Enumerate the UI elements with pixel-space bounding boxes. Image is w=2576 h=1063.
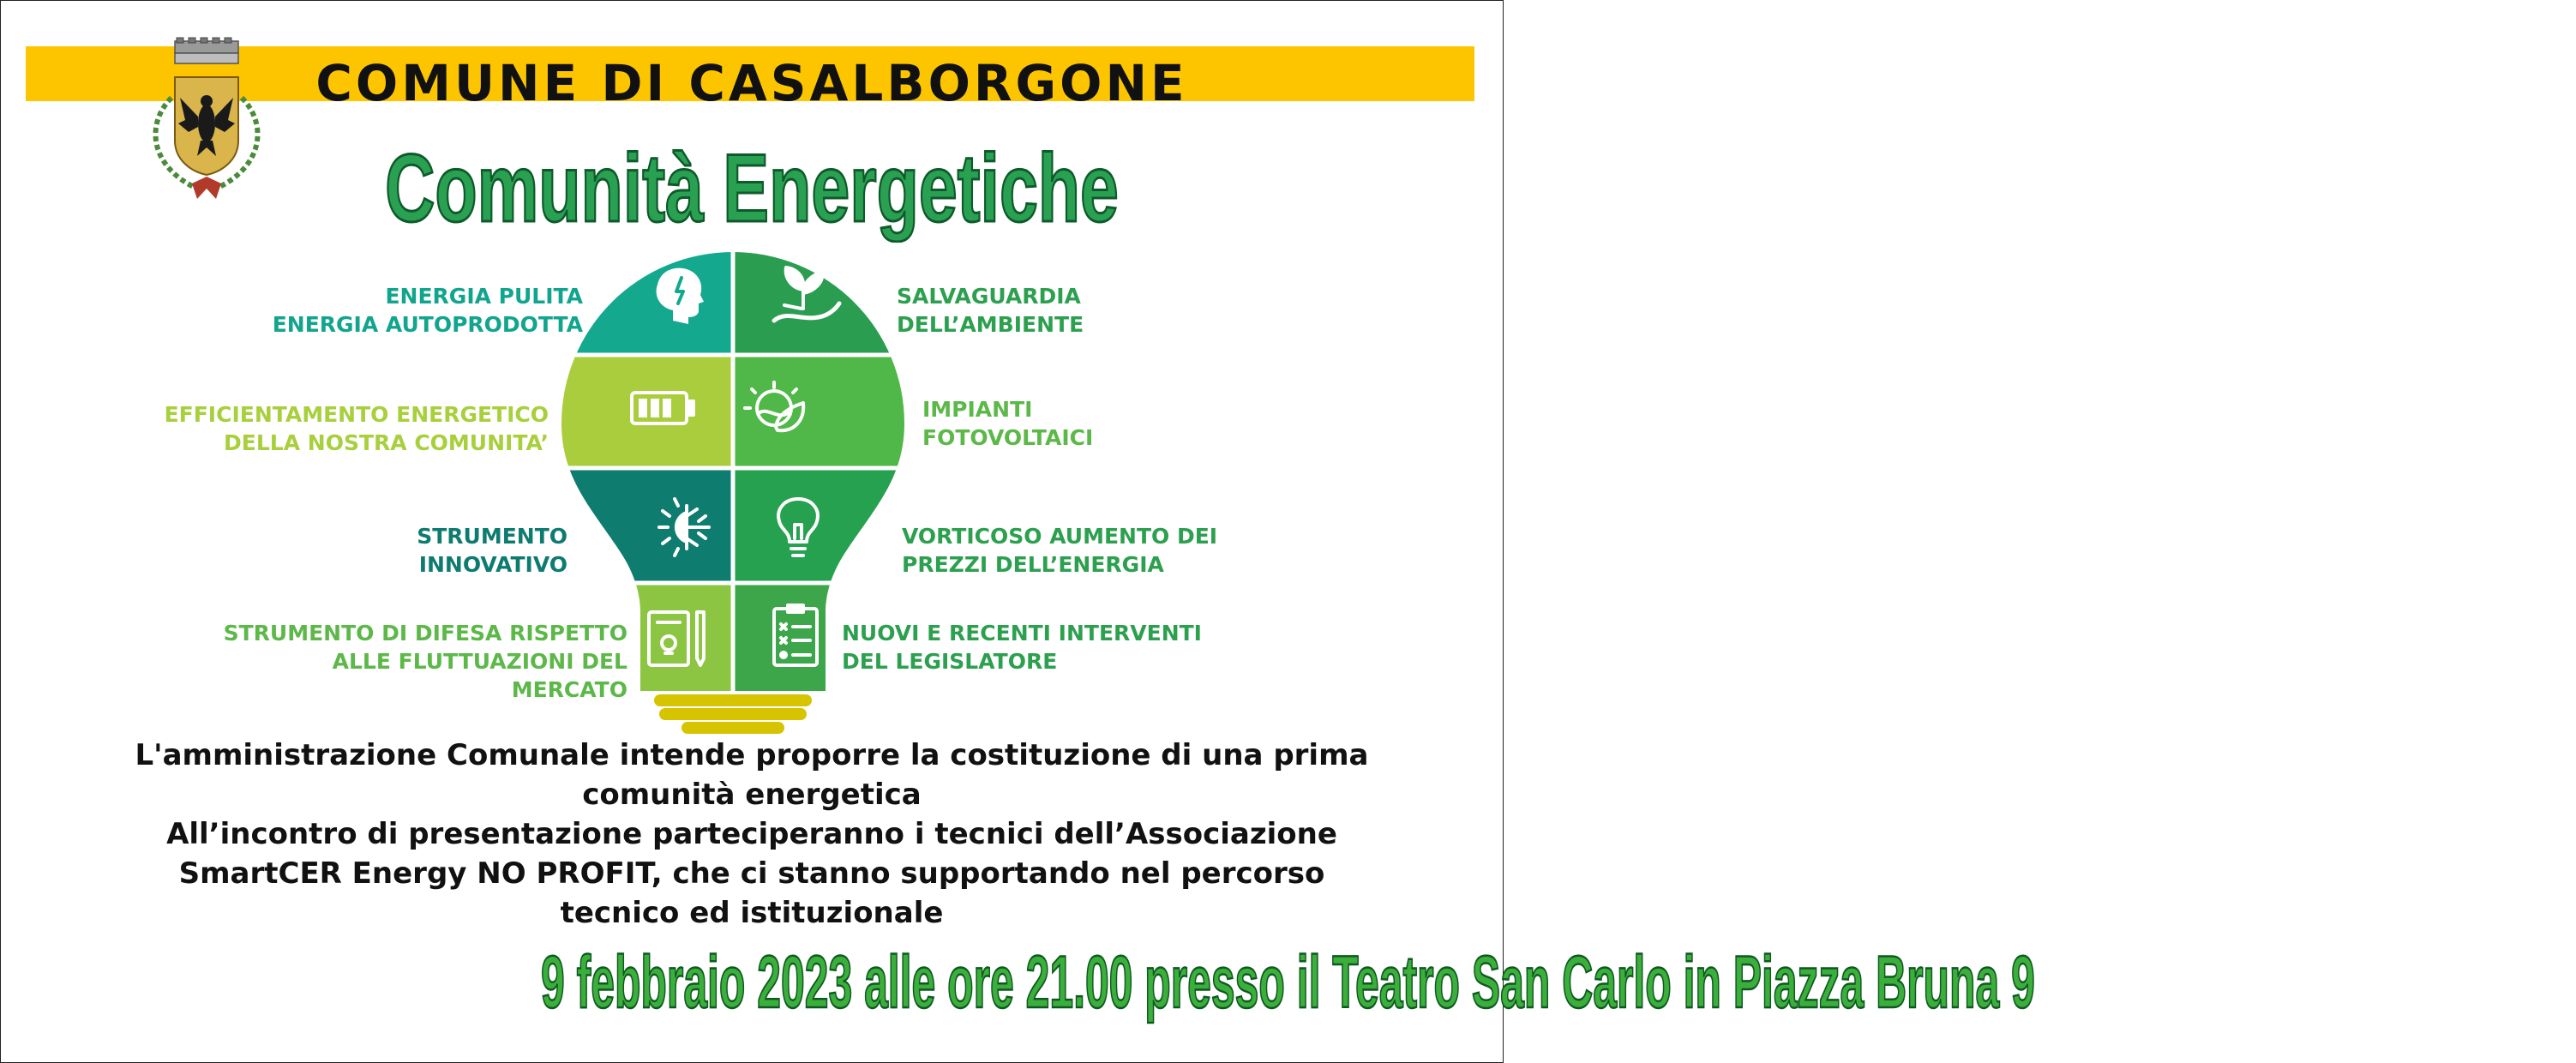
- label-impianti: IMPIANTI FOTOVOLTAICI: [922, 397, 1094, 450]
- label-difesa: STRUMENTO DI DIFESA RISPETTO ALLE FLUTTUAZIONI DEL MERCATO: [223, 621, 627, 702]
- bulb-base: [654, 694, 812, 706]
- label-salvaguardia: SALVAGUARDIA DELL’AMBIENTE: [897, 284, 1084, 337]
- main-title: Comunità Energetiche: [385, 135, 1119, 242]
- label-nuovi-interventi: NUOVI E RECENTI INTERVENTI DEL LEGISLATORE: [842, 621, 1202, 674]
- body-paragraph: L'amministrazione Comunale intende proporre la costituzione di una prima comunità energetica All’incontro di presentazione parteciperanno i tecnici dell’Associazione SmartCER Energy NO PROFIT, che ci stanno supportando nel percorso tecnico ed istituzionale: [135, 738, 1369, 930]
- label-energia-pulita: ENERGIA PULITA ENERGIA AUTOPRODOTTA: [272, 284, 583, 337]
- event-details: 9 febbraio 2023 alle ore 21.00 presso il Teatro San Carlo in Piazza Bruna 9: [541, 941, 2035, 1024]
- label-efficientamento: EFFICIENTAMENTO ENERGETICO DELLA NOSTRA COMUNITA’: [164, 402, 549, 455]
- label-vorticoso: VORTICOSO AUMENTO DEI PREZZI DELL’ENERGIA: [902, 524, 1218, 577]
- label-strumento-innovativo: STRUMENTO INNOVATIVO: [417, 524, 567, 577]
- header-title: COMUNE DI CASALBORGONE: [315, 54, 1188, 112]
